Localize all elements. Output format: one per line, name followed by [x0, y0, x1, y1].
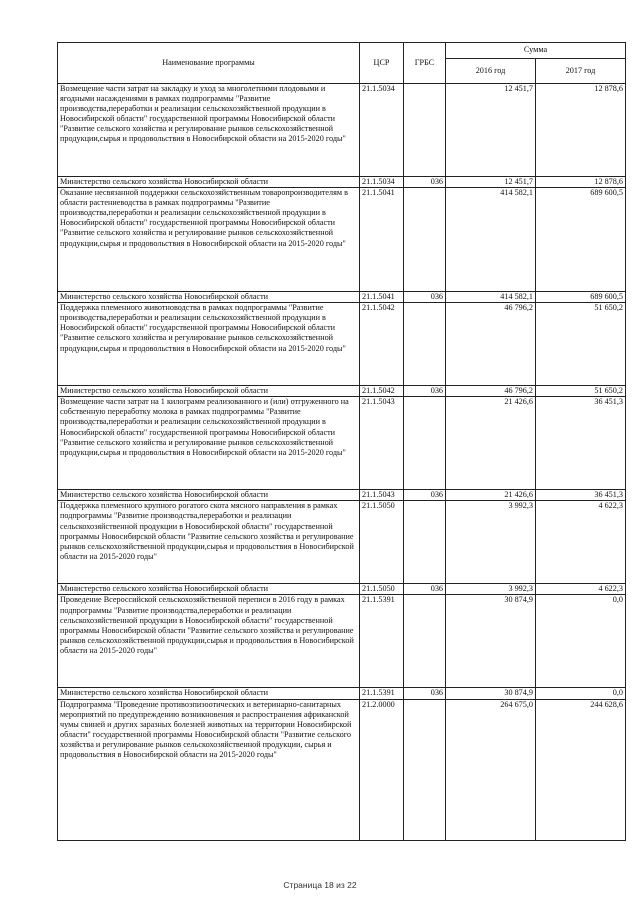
- row-name-cell: Министерство сельского хозяйства Новосибирской области: [58, 584, 360, 595]
- table-row: [58, 688, 626, 699]
- header-name: Наименование программы: [58, 43, 360, 84]
- row-grbs-cell: 036: [404, 292, 446, 303]
- row-2016-cell: 414 582,1: [446, 292, 536, 303]
- row-csr-cell: 21.1.5043: [360, 490, 404, 501]
- row-grbs-cell: [404, 501, 446, 584]
- row-2017-cell: 51 650,2: [536, 386, 626, 397]
- row-2016-cell: 12 451,7: [446, 84, 536, 177]
- page-number: Страница 18 из 22: [283, 880, 357, 890]
- row-csr-cell: 21.1.5050: [360, 501, 404, 584]
- row-2016-cell: 46 796,2: [446, 303, 536, 386]
- table-row: [58, 292, 626, 303]
- table-row: [58, 595, 626, 688]
- row-2016-cell: 46 796,2: [446, 386, 536, 397]
- table-row: [58, 303, 626, 386]
- budget-table-page: [57, 42, 625, 841]
- row-2016-cell: 21 426,6: [446, 397, 536, 490]
- row-2016-cell: 30 874,9: [446, 595, 536, 688]
- table-row: [58, 84, 626, 177]
- header-year-2017: 2017 год: [536, 59, 626, 84]
- row-grbs-cell: 036: [404, 688, 446, 699]
- row-2016-cell: 3 992,3: [446, 584, 536, 595]
- row-csr-cell: 21.1.5042: [360, 303, 404, 386]
- row-name-cell: Министерство сельского хозяйства Новосибирской области: [58, 688, 360, 699]
- row-csr-cell: 21.1.5043: [360, 397, 404, 490]
- table-row: [58, 386, 626, 397]
- row-grbs-cell: [404, 595, 446, 688]
- row-grbs-cell: [404, 699, 446, 840]
- row-name-cell: Оказание несвязанной поддержки сельскохозяйственным товаропроизводителям в области растениеводства в рамках подпрограммы "Развитие производства,переработки и реализации сельскохозяйственной продукции в Новосибирской области" государственной программы Новосибирской области "Развитие сельского хозяйства и регулирование рынков сельскохозяйственной продукции,сырья и продовольствия в Новосибирской области на 2015-2020 годы": [58, 188, 360, 292]
- row-csr-cell: 21.1.5391: [360, 595, 404, 688]
- row-2017-cell: 12 878,6: [536, 84, 626, 177]
- row-name-cell: Проведение Всероссийской сельскохозяйственной переписи в 2016 году в рамках подпрограммы "Развитие производства,переработки и реализации сельскохозяйственной продукции в Новосибирской области" государственной программы Новосибирской области "Развитие сельского хозяйства и регулирование рынков сельскохозяйственной продукции,сырья и продовольствия в Новосибирской области на 2015-2020 годы": [58, 595, 360, 688]
- row-2017-cell: 12 878,6: [536, 177, 626, 188]
- row-2017-cell: 689 600,5: [536, 188, 626, 292]
- row-grbs-cell: [404, 303, 446, 386]
- row-csr-cell: 21.1.5034: [360, 84, 404, 177]
- row-2017-cell: 689 600,5: [536, 292, 626, 303]
- row-csr-cell: 21.1.5041: [360, 292, 404, 303]
- table-row: [58, 699, 626, 840]
- row-2017-cell: 0,0: [536, 595, 626, 688]
- header-grbs: ГРБС: [404, 43, 446, 84]
- table-row: [58, 188, 626, 292]
- row-grbs-cell: 036: [404, 177, 446, 188]
- row-name-cell: Возмещение части затрат на 1 килограмм реализованного и (или) отгруженного на собственную переработку молока в рамках подпрограммы "Развитие производства,переработки и реализации сельскохозяйственной продукции в Новосибирской области" государственной программы Новосибирской области "Развитие сельского хозяйства и регулирование рынков сельскохозяйственной продукции,сырья и продовольствия в Новосибирской области на 2015-2020 годы": [58, 397, 360, 490]
- table-row: [58, 584, 626, 595]
- row-grbs-cell: 036: [404, 490, 446, 501]
- row-csr-cell: 21.1.5034: [360, 177, 404, 188]
- row-csr-cell: 21.2.0000: [360, 699, 404, 840]
- row-2016-cell: 3 992,3: [446, 501, 536, 584]
- row-name-cell: Министерство сельского хозяйства Новосибирской области: [58, 177, 360, 188]
- table-row: [58, 177, 626, 188]
- row-2017-cell: 36 451,3: [536, 397, 626, 490]
- row-name-cell: Министерство сельского хозяйства Новосибирской области: [58, 386, 360, 397]
- table-row: [58, 397, 626, 490]
- row-name-cell: Министерство сельского хозяйства Новосибирской области: [58, 292, 360, 303]
- header-year-2016: 2016 год: [446, 59, 536, 84]
- table-row: [58, 490, 626, 501]
- row-grbs-cell: 036: [404, 386, 446, 397]
- row-2017-cell: 4 622,3: [536, 584, 626, 595]
- row-2017-cell: 51 650,2: [536, 303, 626, 386]
- row-2016-cell: 264 675,0: [446, 699, 536, 840]
- header-csr: ЦСР: [360, 43, 404, 84]
- row-2016-cell: 414 582,1: [446, 188, 536, 292]
- row-grbs-cell: 036: [404, 584, 446, 595]
- row-grbs-cell: [404, 188, 446, 292]
- row-csr-cell: 21.1.5042: [360, 386, 404, 397]
- row-2016-cell: 12 451,7: [446, 177, 536, 188]
- row-2016-cell: 30 874,9: [446, 688, 536, 699]
- row-2017-cell: 244 628,6: [536, 699, 626, 840]
- row-name-cell: Подпрограмма "Проведение противоэпизоотических и ветеринарно-санитарных мероприятий по предупреждению возникновения и распространения африканской чумы свиней и других заразных болезней животных на территории Новосибирской области" государственной программы Новосибирской области "Развитие сельского хозяйства и регулирование рынков сельскохозяйственной продукции, сырья и продовольствия в Новосибирской области на 2015-2020 годы": [58, 699, 360, 840]
- budget-table: [57, 42, 626, 841]
- header-sum: Сумма: [446, 43, 626, 59]
- row-2016-cell: 21 426,6: [446, 490, 536, 501]
- table-body: [58, 84, 626, 841]
- table-row: [58, 501, 626, 584]
- row-name-cell: Возмещение части затрат на закладку и уход за многолетними плодовыми и ягодными насаждениями в рамках подпрограммы "Развитие производства,переработки и реализации сельскохозяйственной продукции в Новосибирской области" государственной программы Новосибирской области "Развитие сельского хозяйства и регулирование рынков сельскохозяйственной продукции,сырья и продовольствия в Новосибирской области на 2015-2020 годы": [58, 84, 360, 177]
- row-name-cell: Поддержка племенного крупного рогатого скота мясного направления в рамках подпрограммы "Развитие производства,переработки и реализации сельскохозяйственной продукции в Новосибирской области" государственной программы Новосибирской области "Развитие сельского хозяйства и регулирование рынков сельскохозяйственной продукции,сырья и продовольствия в Новосибирской области на 2015-2020 годы": [58, 501, 360, 584]
- row-csr-cell: 21.1.5391: [360, 688, 404, 699]
- row-2017-cell: 0,0: [536, 688, 626, 699]
- row-2017-cell: 36 451,3: [536, 490, 626, 501]
- row-grbs-cell: [404, 84, 446, 177]
- row-csr-cell: 21.1.5041: [360, 188, 404, 292]
- row-2017-cell: 4 622,3: [536, 501, 626, 584]
- row-name-cell: Поддержка племенного животноводства в рамках подпрограммы "Развитие производства,переработки и реализации сельскохозяйственной продукции в Новосибирской области" государственной программы Новосибирской области "Развитие сельского хозяйства и регулирование рынков сельскохозяйственной продукции,сырья и продовольствия в Новосибирской области на 2015-2020 годы": [58, 303, 360, 386]
- row-name-cell: Министерство сельского хозяйства Новосибирской области: [58, 490, 360, 501]
- row-grbs-cell: [404, 397, 446, 490]
- row-csr-cell: 21.1.5050: [360, 584, 404, 595]
